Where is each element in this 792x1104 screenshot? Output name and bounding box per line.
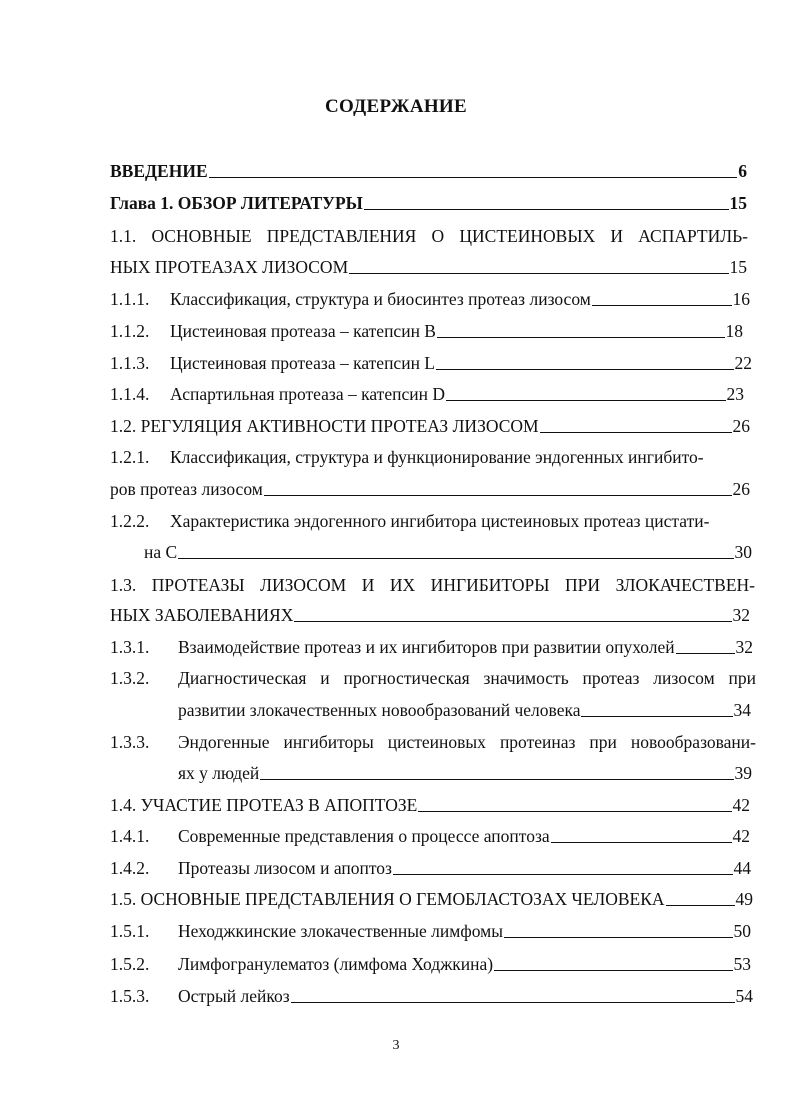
leader-line [437,337,725,338]
toc-entry-1-5-3[interactable] [110,985,753,1007]
toc-entry-text: НЫХ ПРОТЕАЗАХ ЛИЗОСОМ [110,257,349,277]
toc-page-number: 16 [732,289,750,309]
leader-line [349,273,728,274]
toc-page-number: 15 [729,257,747,277]
toc-entry-introduction[interactable] [110,160,747,182]
toc-entry-1-4-2[interactable] [110,857,751,879]
toc-page-number: 22 [734,353,752,373]
leader-line [393,874,733,875]
toc-entry-1-3-1[interactable] [110,636,753,658]
toc-entry-text: Лимфогранулематоз (лимфома Ходжкина) [178,954,494,974]
leader-line [666,905,735,906]
toc-entry-text: Современные представления о процессе апоптоза [178,826,550,846]
toc-entry-1-2[interactable] [110,415,750,437]
toc-page-number: 32 [735,637,753,657]
toc-entry-number: 1.2.2. [110,511,150,531]
toc-entry-text: Острый лейкоз [178,986,290,1006]
toc-entry-text: развитии злокачественных новообразований человека [178,700,581,720]
page-title: СОДЕРЖАНИЕ [325,96,467,117]
toc-entry-text: Протеазы лизосом и апоптоз [178,858,392,878]
toc-entry-1-1-line-1[interactable]: 1.1. ОСНОВНЫЕ ПРЕДСТАВЛЕНИЯ О ЦИСТЕИНОВЫХ И АСПАРТИЛЬ- [110,226,748,246]
toc-page-number: 26 [732,479,750,499]
toc-page-number: 44 [733,858,751,878]
leader-line [418,811,731,812]
toc-entry-text: НЫХ ЗАБОЛЕВАНИЯХ [110,605,294,625]
toc-entry-1-1[interactable] [110,256,747,278]
toc-entry-1-3-line-1[interactable]: 1.3. ПРОТЕАЗЫ ЛИЗОСОМ И ИХ ИНГИБИТОРЫ ПРИ ЗЛОКАЧЕСТВЕН- [110,575,755,595]
toc-entry-text: 1.5. ОСНОВНЫЕ ПРЕДСТАВЛЕНИЯ О ГЕМОБЛАСТОЗАХ ЧЕЛОВЕКА [110,889,665,909]
toc-entry-text: Эндогенные ингибиторы цистеиновых протеиназ при новообразовани- [178,732,756,752]
toc-page-number: 26 [732,416,750,436]
toc-entry-1-5[interactable] [110,888,753,910]
toc-entry-1-3[interactable] [110,604,750,626]
toc-page-number: 32 [732,605,750,625]
toc-entry-number: 1.2.1. [110,447,150,467]
toc-entry-text: Классификация, структура и функционирование эндогенных ингибито- [170,447,704,467]
toc-page-number: 54 [735,986,753,1006]
leader-line [494,970,732,971]
leader-line [540,432,732,433]
toc-entry-number: 1.5.2. [110,954,150,974]
toc-entry-number: 1.3.2. [110,668,150,688]
toc-entry-1-4[interactable] [110,794,750,816]
toc-entry-number: 1.1.3. [110,353,150,373]
leader-line [209,177,738,178]
toc-entry-number: 1.5.1. [110,921,150,941]
toc-entry-1-1-1[interactable] [110,288,750,310]
leader-line [581,716,732,717]
toc-page-number: 50 [733,921,751,941]
toc-entry-1-3-3-line-1[interactable] [110,731,756,753]
toc-entry-text: Глава 1. ОБЗОР ЛИТЕРАТУРЫ [110,193,363,213]
toc-page-number: 39 [734,763,752,783]
toc-entry-number: 1.3.3. [110,732,150,752]
toc-entry-number: 1.4.1. [110,826,150,846]
toc-page-number: 30 [734,542,752,562]
toc-entry-text: ров протеаз лизосом [110,479,263,499]
toc-entry-1-1-4[interactable] [110,383,744,405]
toc-entry-number: 1.5.3. [110,986,150,1006]
toc-entry-text: Классификация, структура и биосинтез протеаз лизосом [170,289,591,309]
leader-line [551,842,732,843]
toc-entry-text: Взаимодействие протеаз и их ингибиторов при развитии опухолей [178,637,675,657]
toc-page-number: 15 [729,193,747,213]
toc-entry-1-2-2[interactable] [144,541,752,563]
toc-entry-number: 1.3.1. [110,637,150,657]
toc-entry-text: 1.2. РЕГУЛЯЦИЯ АКТИВНОСТИ ПРОТЕАЗ ЛИЗОСОМ [110,416,539,436]
toc-entry-1-2-2-line-1[interactable] [110,510,750,532]
toc-entry-text: Диагностическая и прогностическая значимость протеаз лизосом при [178,668,756,688]
leader-line [260,779,733,780]
toc-page-number: 6 [738,161,747,181]
toc-page-number: 23 [726,384,744,404]
leader-line [364,209,729,210]
toc-entry-text: на С [144,542,178,562]
toc-entry-number: 1.1.4. [110,384,150,404]
page-number: 3 [392,1038,400,1053]
toc-entry-text: Неходжкинские злокачественные лимфомы [178,921,503,941]
leader-line [446,400,726,401]
toc-entry-1-1-2[interactable] [110,320,743,342]
toc-page-number: 42 [732,826,750,846]
leader-line [436,369,734,370]
toc-page-number: 53 [733,954,751,974]
toc-entry-1-2-1-line-1[interactable] [110,446,750,468]
toc-page-number: 49 [735,889,753,909]
toc-entry-1-3-2-line-1[interactable] [110,667,756,689]
leader-line [676,653,735,654]
leader-line [264,495,732,496]
leader-line [592,305,732,306]
toc-entry-1-5-1[interactable] [110,920,751,942]
leader-line [294,621,731,622]
toc-page-number: 18 [725,321,743,341]
toc-entry-1-3-3[interactable] [178,762,752,784]
toc-entry-text: 1.4. УЧАСТИЕ ПРОТЕАЗ В АПОПТОЗЕ [110,795,418,815]
toc-entry-1-2-1[interactable] [110,478,750,500]
toc-entry-number: 1.1.2. [110,321,150,341]
toc-entry-1-1-3[interactable] [110,352,752,374]
leader-line [178,558,733,559]
toc-entry-number: 1.4.2. [110,858,150,878]
toc-page-number: 34 [733,700,751,720]
toc-entry-text: Цистеиновая протеаза – катепсин L [170,353,435,373]
toc-entry-text: ВВЕДЕНИЕ [110,161,208,181]
leader-line [504,937,733,938]
toc-entry-1-5-2[interactable] [110,953,751,975]
leader-line [291,1002,735,1003]
toc-entry-number: 1.1.1. [110,289,150,309]
toc-entry-text: ях у людей [178,763,260,783]
toc-entry-chapter-1[interactable] [110,192,747,214]
toc-entry-text: Цистеиновая протеаза – катепсин B [170,321,436,341]
toc-entry-text: Характеристика эндогенного ингибитора цистеиновых протеаз цистати- [170,511,710,531]
toc-page-number: 42 [732,795,750,815]
toc-entry-1-4-1[interactable] [110,825,750,847]
toc-entry-text: Аспартильная протеаза – катепсин D [170,384,445,404]
toc-entry-1-3-2[interactable] [178,699,751,721]
